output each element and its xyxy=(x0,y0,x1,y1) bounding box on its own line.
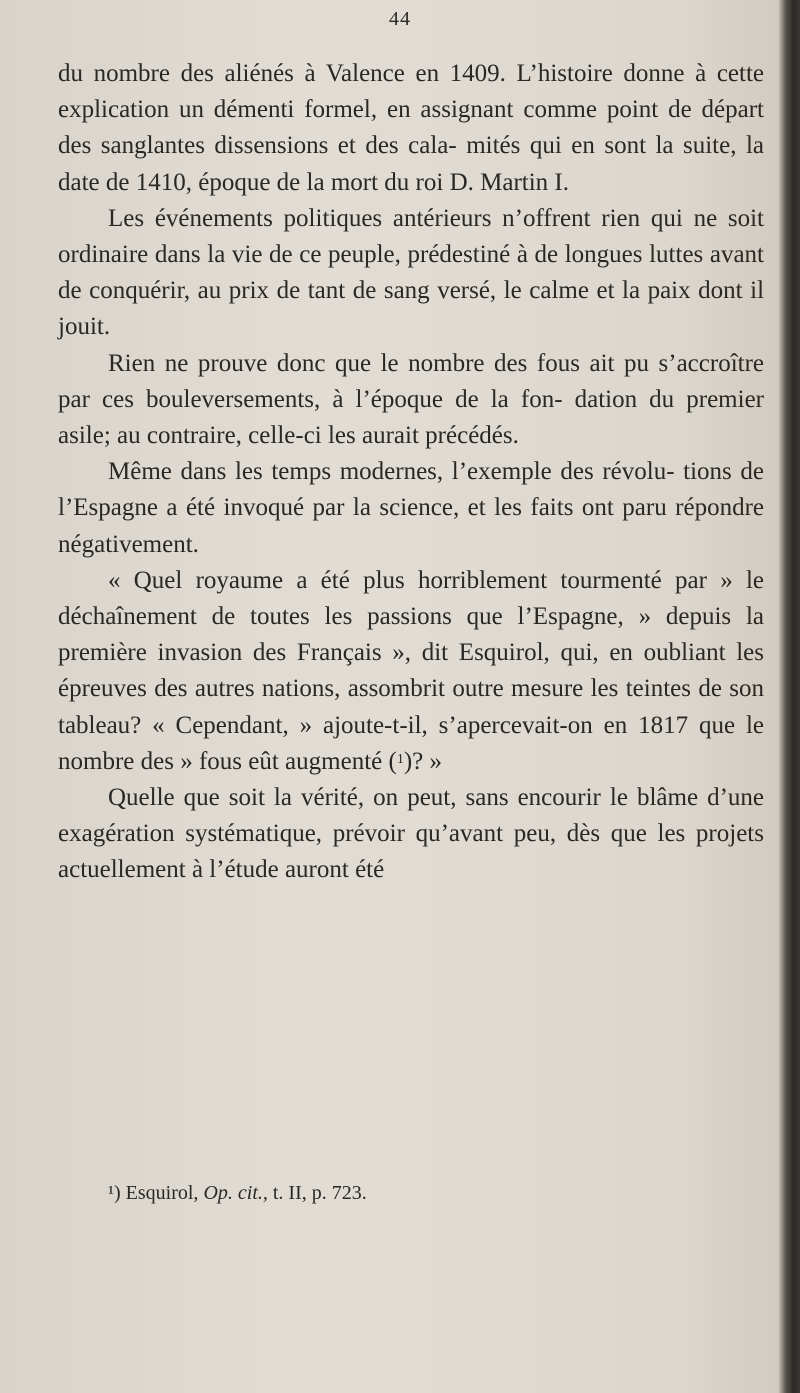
line: tions de l’Espagne a été invoqué par la science, et les faits xyxy=(58,458,765,522)
line: point de départ des sanglantes dissensions et des cala- xyxy=(58,96,765,160)
line: « Quel royaume a été plus horriblement tourmenté par xyxy=(108,566,707,594)
paragraph-2 xyxy=(58,201,764,346)
line: ne soit ordinaire dans la vie de ce peuple, prédestiné à xyxy=(58,204,765,269)
line: sang versé, le calme et la paix dont il jouit. xyxy=(58,277,765,341)
footnote-marker: ¹) xyxy=(108,1182,121,1204)
line: » fous eût augmenté ( xyxy=(180,747,397,775)
line: dation du premier asile; au contraire, celle-ci les aurait xyxy=(58,385,764,450)
line: Quelle que soit la vérité, on peut, sans encourir le xyxy=(108,784,628,812)
line: du nombre des aliénés à Valence en 1409. L’histoire donne xyxy=(58,60,685,87)
page-edge-shadow xyxy=(778,0,800,1393)
line: Même dans les temps modernes, l’exemple des révolu- xyxy=(108,458,675,486)
paragraph-quote xyxy=(58,563,764,780)
line: mités qui en sont la suite, la date de 1410, époque de la xyxy=(58,132,765,196)
body-text xyxy=(58,56,764,889)
paragraph-5 xyxy=(58,780,764,889)
footnote-author: Esquirol, xyxy=(125,1182,199,1204)
footnote xyxy=(108,1180,748,1206)
line: » le déchaînement de toutes les passions que l’Espagne, xyxy=(58,566,765,631)
line: )? » xyxy=(403,747,442,775)
line: peu, dès que les projets actuellement à l’étude auront été xyxy=(58,820,764,884)
line: de longues luttes avant de conquérir, au prix de tant de xyxy=(58,241,765,305)
line: ont paru répondre négativement. xyxy=(58,494,765,558)
line: s’accroître par ces bouleversements, à l’époque de la fon- xyxy=(58,349,765,413)
paragraph-3 xyxy=(58,346,764,455)
page-number: 44 xyxy=(389,8,411,30)
footnote-work: Op. cit., xyxy=(203,1182,268,1204)
line: blâme d’une exagération systématique, prévoir qu’avant xyxy=(58,784,764,848)
line: Rien ne prouve donc que le nombre des fous ait pu xyxy=(108,349,649,377)
footnote-ref: 1 xyxy=(396,751,404,767)
line: précédés. xyxy=(425,422,519,450)
line: outre mesure les teintes de son tableau? « Cependant, xyxy=(58,675,765,739)
line: mort du roi D. Martin I. xyxy=(330,168,569,196)
line: » depuis la première invasion des Français », dit Esquirol, xyxy=(58,603,764,667)
line: Les événements politiques antérieurs n’offrent rien qui xyxy=(108,204,683,232)
paragraph-4 xyxy=(58,454,764,563)
paragraph-1 xyxy=(58,56,764,201)
footnote-ref-text: t. II, p. 723. xyxy=(272,1182,367,1204)
line: à cette explication un démenti formel, en assignant comme xyxy=(58,60,765,124)
line: » ajoute-t-il, s’apercevait-on en 1817 que le nombre des xyxy=(58,711,765,775)
line: qui, en oubliant les épreuves des autres nations, assombrit xyxy=(58,639,764,703)
